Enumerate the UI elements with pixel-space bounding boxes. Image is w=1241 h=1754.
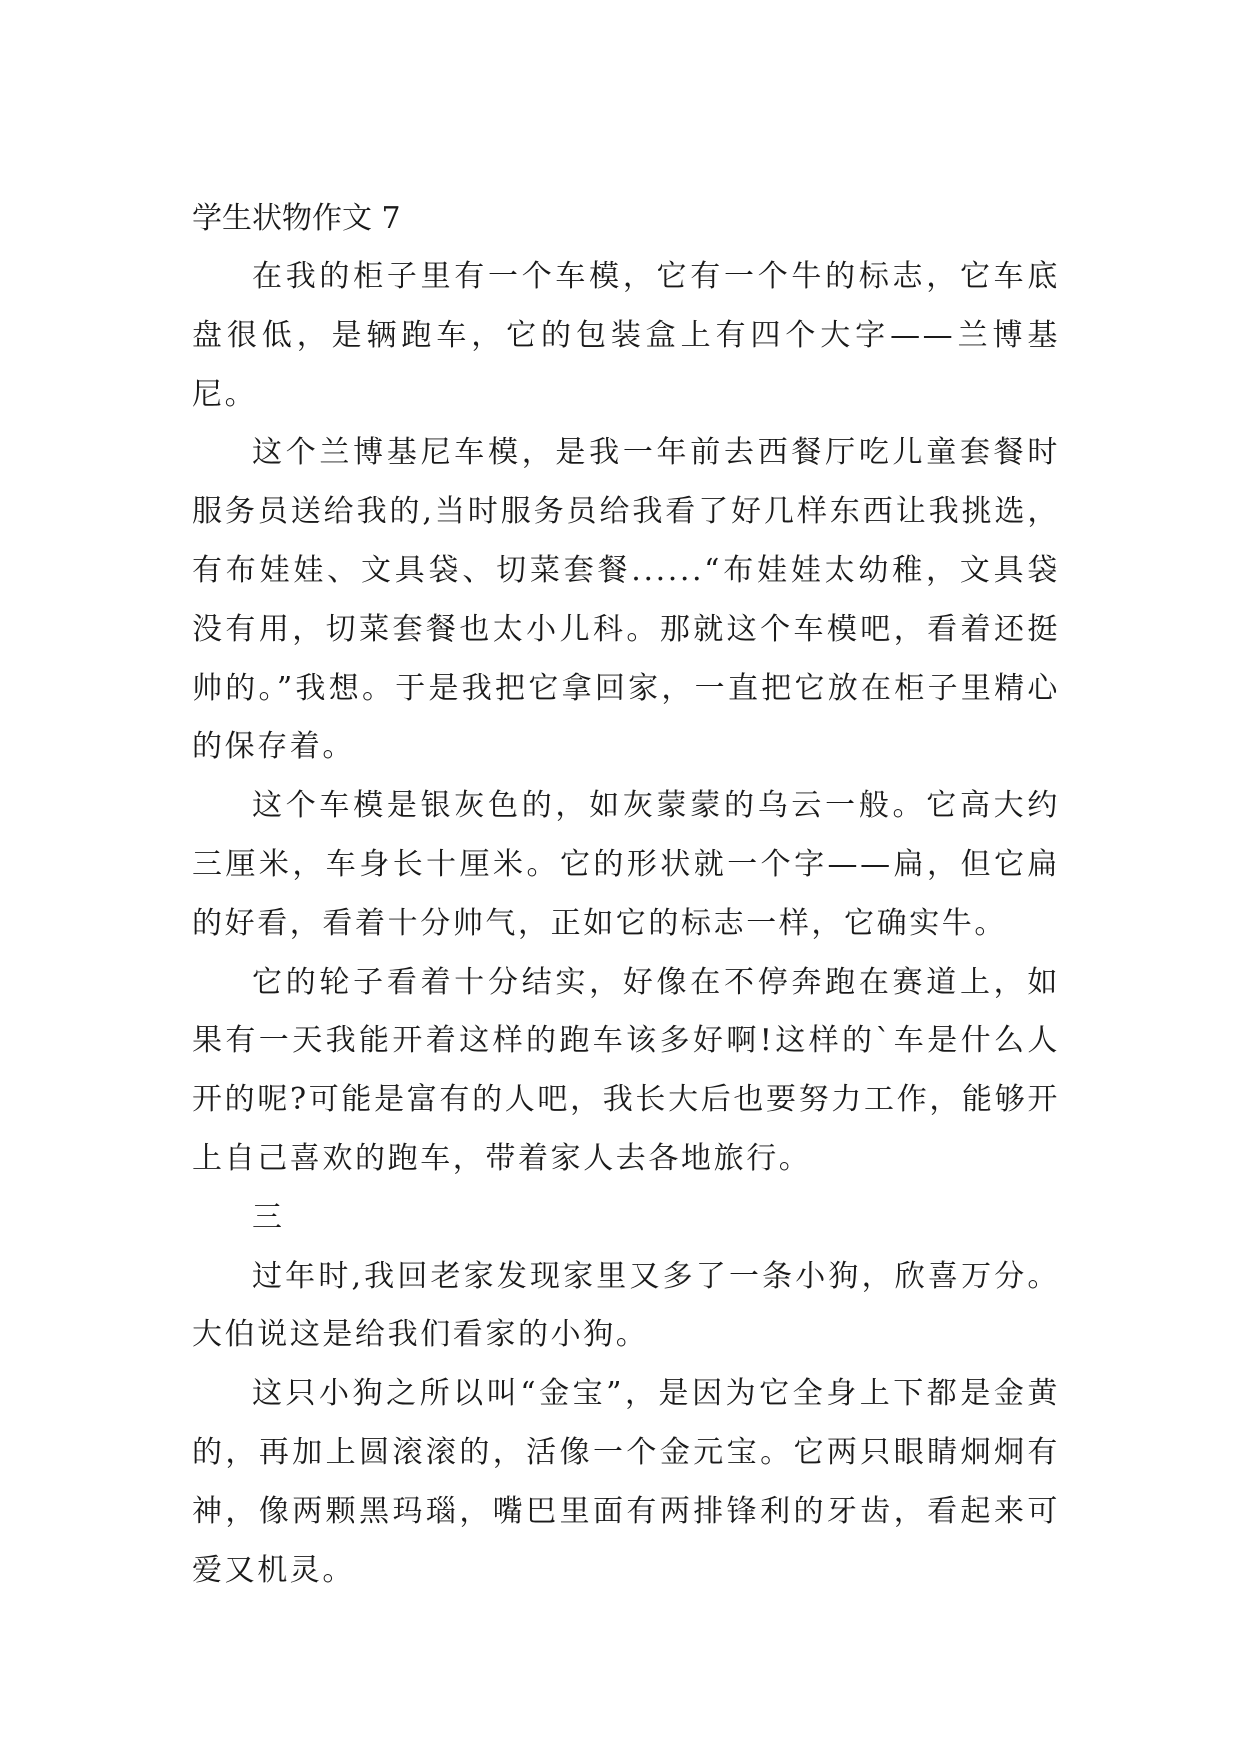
paragraph-5: 过年时,我回老家发现家里又多了一条小狗，欣喜万分。大伯说这是给我们看家的小狗。 <box>192 1258 1060 1353</box>
paragraph-6: 这只小狗之所以叫“金宝”，是因为它全身上下都是金黄的，再加上圆滚滚的，活像一个金元宝。它两只眼睛炯炯有神，像两颗黑玛瑙，嘴巴里面有两排锋利的牙齿，看起来可爱又机灵。 <box>192 1376 1060 1588</box>
essay-heading: 学生状物作文 7 <box>192 201 401 236</box>
paragraph-2: 这个兰博基尼车模，是我一年前去西餐厅吃儿童套餐时服务员送给我的,当时服务员给我看了好几样东西让我挑选，有布娃娃、文具袋、切菜套餐......“布娃娃太幼稚，文具袋没有用，切菜套餐也太小儿科。那就这个车模吧，看着还挺帅的。”我想。于是我把它拿回家，一直把它放在柜子里精心的保存着。 <box>192 435 1060 765</box>
paragraph-1: 在我的柜子里有一个车模，它有一个牛的标志，它车底盘很低，是辆跑车，它的包装盒上有四个大字——兰博基尼。 <box>192 259 1060 412</box>
paragraph-4: 它的轮子看着十分结实，好像在不停奔跑在赛道上，如果有一天我能开着这样的跑车该多好啊!这样的`车是什么人开的呢?可能是富有的人吧，我长大后也要努力工作，能够开上自己喜欢的跑车，带着家人去各地旅行。 <box>192 964 1060 1176</box>
section-number: 三 <box>252 1199 285 1235</box>
document-body <box>192 190 1060 1600</box>
paragraph-3: 这个车模是银灰色的，如灰蒙蒙的乌云一般。它高大约三厘米，车身长十厘米。它的形状就一个字——扁，但它扁的好看，看着十分帅气，正如它的标志一样，它确实牛。 <box>192 788 1060 941</box>
